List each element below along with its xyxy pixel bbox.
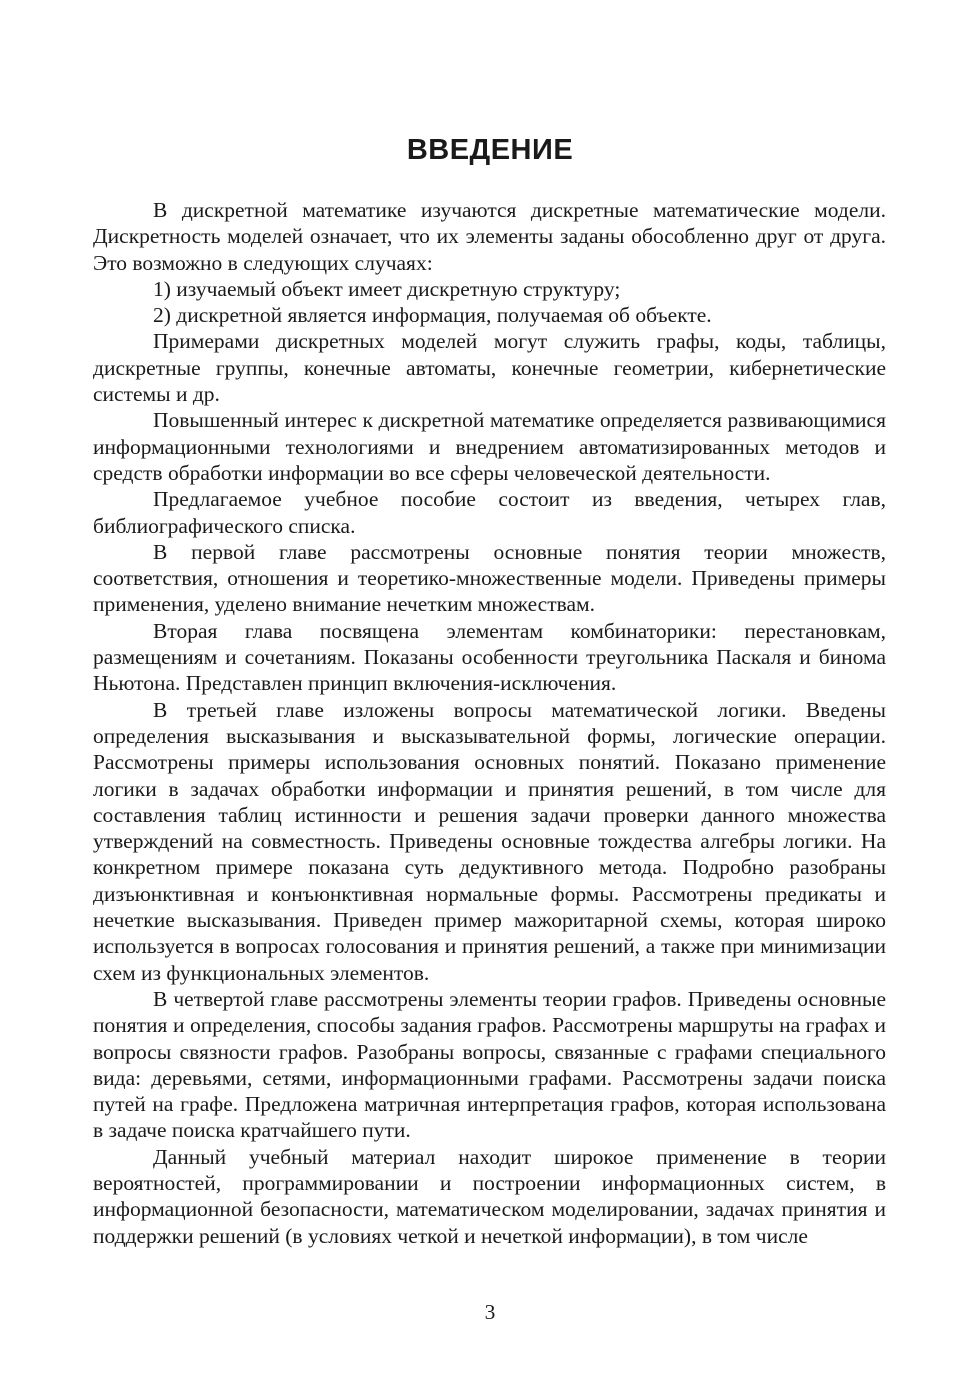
paragraph: 2) дискретной является информация, получаемая об объекте.: [153, 303, 712, 328]
paragraph: 1) изучаемый объект имеет дискретную структуру;: [153, 276, 621, 301]
page-title: ВВЕДЕНИЕ: [406, 134, 574, 166]
paragraph: В четвертой главе рассмотрены элементы теории графов. Приведены основные понятия и определения, способы задания графов. Рассмотрены маршруты на графах и вопросы связности графов. Разобраны вопросы, связанные с графами специального вида: деревьями, сетями, информационными графами. Рассмотрены задачи поиска путей на графе. Предложена матричная интерпретация графов, которая использована в задаче поиска кратчайшего пути.: [93, 986, 886, 1143]
paragraph: Предлагаемое учебное пособие состоит из введения, четырех глав, библиографического списка.: [93, 487, 886, 538]
paragraph: В третьей главе изложены вопросы математической логики. Введены определения высказывания и высказывательной формы, логические операции. Рассмотрены примеры использования основных понятий. Показано применение логики в задачах обработки информации и принятия решений, в том числе для составления таблиц истинности и решения задачи проверки данного множества утверждений на совместность. Приведены основные тождества алгебры логики. На конкретном примере показана суть дедуктивного метода. Подробно разобраны дизъюнктивная и конъюнктивная нормальные формы. Рассмотрены предикаты и нечеткие высказывания. Приведен пример мажоритарной схемы, которая широко используется в вопросах голосования и принятия решений, а также при минимизации схем из функциональных элементов.: [93, 697, 886, 985]
paragraph: Вторая глава посвящена элементам комбинаторики: перестановкам, размещениям и сочетаниям. Показаны особенности треугольника Паскаля и бинома Ньютона. Представлен принцип включения-исключения.: [93, 618, 886, 696]
paragraph: В первой главе рассмотрены основные понятия теории множеств, соответствия, отношения и теоретико-множественные модели. Приведены примеры применения, уделено внимание нечетким множествам.: [93, 539, 886, 617]
paragraph: В дискретной математике изучаются дискретные математические модели. Дискретность моделей означает, что их элементы заданы обособленно друг от друга. Это возможно в следующих случаях:: [93, 198, 886, 275]
body-text: [93, 197, 886, 1249]
paragraph: Повышенный интерес к дискретной математике определяется развивающимися информационными технологиями и внедрением автоматизированных методов и средств обработки информации во все сферы человеческой деятельности.: [93, 408, 886, 485]
paragraph: Данный учебный материал находит широкое применение в теории вероятностей, программировании и построении информационных систем, в информационной безопасности, математическом моделировании, задачах принятия и поддержки решений (в условиях четкой и нечеткой информации), в том числе: [93, 1144, 886, 1248]
paragraph: Примерами дискретных моделей могут служить графы, коды, таблицы, дискретные группы, конечные автоматы, конечные геометрии, кибернетические системы и др.: [93, 329, 886, 407]
page-number: 3: [484, 1300, 496, 1324]
